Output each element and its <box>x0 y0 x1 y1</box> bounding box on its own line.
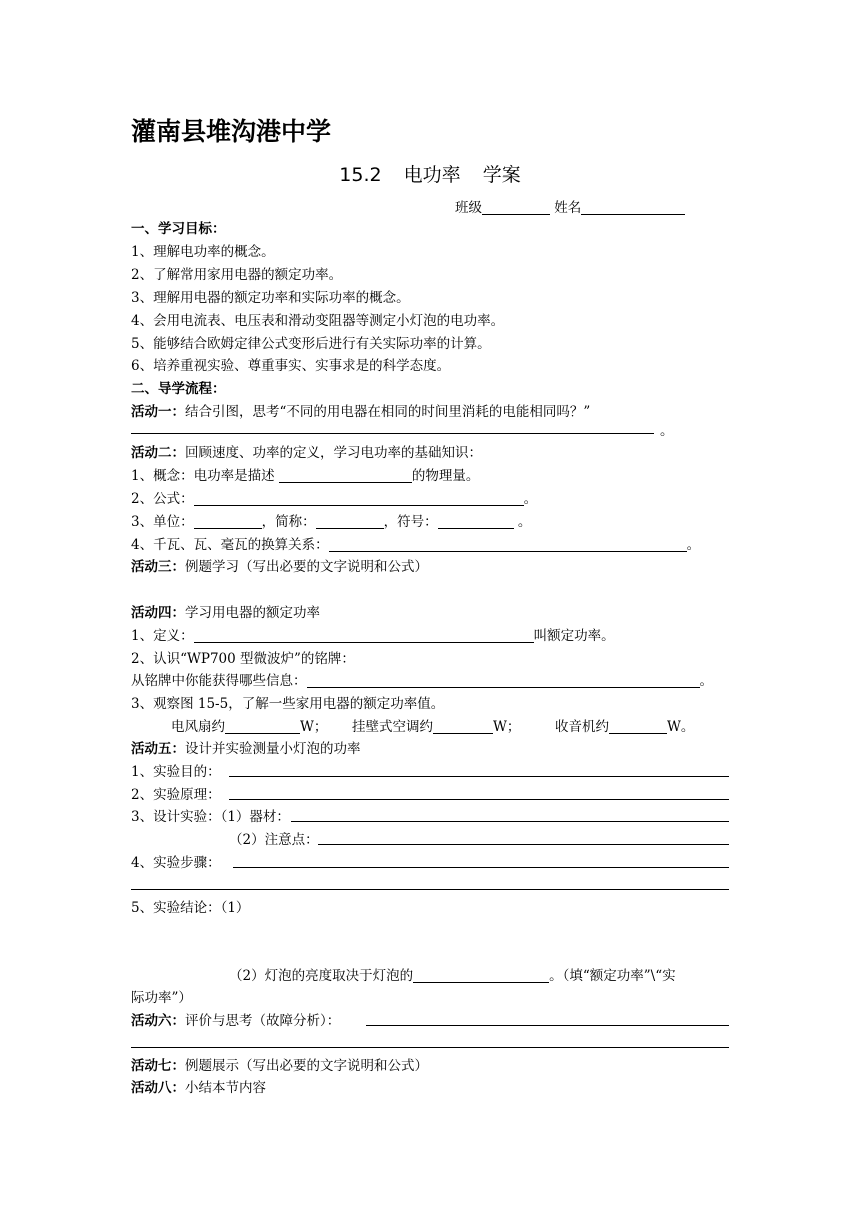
goal-item: 3、理解用电器的额定功率和实际功率的概念。 <box>131 290 410 306</box>
unit-w: W； <box>492 719 521 735</box>
activity-text: 结合引图，思考“不同的用电器在相同的时间里消耗的电能相同吗？” <box>185 404 591 420</box>
symbol-blank[interactable] <box>438 514 514 529</box>
symbol-text: ，符号： <box>383 514 438 530</box>
title-code: 15.2 <box>339 164 382 186</box>
goal-item: 6、培养重视实验、尊重事实、实事求是的科学态度。 <box>131 358 451 374</box>
notice-line[interactable] <box>318 844 729 845</box>
activity-text: 回顾速度、功率的定义，学习电功率的基础知识： <box>185 445 482 461</box>
activity-label: 活动四： <box>131 605 185 621</box>
purpose-label: 1、实验目的： <box>131 764 221 780</box>
nameplate-line: 2、认识“WP700 型微波炉”的铭牌： <box>131 651 355 667</box>
conversion-text: 4、千瓦、瓦、毫瓦的换算关系： <box>131 537 329 553</box>
steps-line[interactable] <box>131 889 729 890</box>
analysis-line[interactable] <box>366 1025 729 1026</box>
activity-4 <box>131 604 320 622</box>
period: 。 <box>660 423 674 439</box>
brightness-blank[interactable] <box>413 968 549 983</box>
nameplate-info-end: 。 <box>699 673 713 689</box>
answer-line[interactable] <box>131 433 654 434</box>
section-flow-heading: 二、导学流程： <box>131 381 226 397</box>
activity-label: 活动一： <box>131 404 185 420</box>
definition-line <box>131 627 615 645</box>
brightness-line <box>229 967 676 985</box>
concept-blank[interactable] <box>279 468 412 483</box>
activity-label: 活动三： <box>131 559 185 575</box>
activity-1 <box>131 403 590 421</box>
ac-label: 挂壁式空调约 <box>351 719 433 735</box>
name-label: 姓名 <box>554 200 582 216</box>
activity-2 <box>131 444 482 462</box>
unit-line <box>131 513 531 531</box>
activity-7 <box>131 1057 428 1075</box>
goal-item: 2、了解常用家用电器的额定功率。 <box>131 267 343 283</box>
activity-6 <box>131 1012 340 1030</box>
nameplate-info-blank[interactable] <box>307 673 700 688</box>
brightness-hint-cont: 际功率”） <box>131 990 192 1006</box>
title-topic: 电功率 <box>403 164 461 186</box>
notice-label: （2）注意点： <box>229 832 319 848</box>
principle-line[interactable] <box>229 799 729 800</box>
activity-3 <box>131 558 428 576</box>
activity-label: 活动二： <box>131 445 185 461</box>
nameplate-info-line <box>131 672 713 690</box>
activity-text: 小结本节内容 <box>185 1080 266 1096</box>
activity-label: 活动五： <box>131 741 185 757</box>
school-name: 灌南县堆沟港中学 <box>131 117 332 146</box>
unit-w: W。 <box>666 719 695 735</box>
activity-text: 评价与思考（故障分析）： <box>185 1013 341 1029</box>
fan-label: 电风扇约 <box>171 719 225 735</box>
formula-end: 。 <box>523 491 538 507</box>
activity-label: 活动六： <box>131 1013 185 1029</box>
steps-label: 4、实验步骤： <box>131 855 221 871</box>
definition-text: 1、定义： <box>131 628 194 644</box>
conversion-blank[interactable] <box>329 537 687 552</box>
activity-label: 活动八： <box>131 1080 185 1096</box>
class-label: 班级 <box>455 200 482 216</box>
unit-text: 3、单位： <box>131 514 194 530</box>
page-title <box>0 160 860 187</box>
nameplate-info-text: 从铭牌中你能获得哪些信息： <box>131 673 307 689</box>
conclusion-label: 5、实验结论：（1） <box>131 900 250 916</box>
formula-text: 2、公式： <box>131 491 194 507</box>
definition-blank[interactable] <box>194 628 534 643</box>
unit-w: W； <box>300 719 328 735</box>
activity-text: 例题展示（写出必要的文字说明和公式） <box>185 1058 428 1074</box>
class-blank[interactable] <box>482 200 550 215</box>
concept-text: 1、概念：电功率是描述 <box>131 468 275 484</box>
activity-text: 设计并实验测量小灯泡的功率 <box>185 741 361 757</box>
unit-blank[interactable] <box>194 514 262 529</box>
brightness-text: （2）灯泡的亮度取决于灯泡的 <box>229 968 414 984</box>
activity-label: 活动七： <box>131 1058 185 1074</box>
name-blank[interactable] <box>581 200 685 215</box>
definition-end: 叫额定功率。 <box>533 628 615 644</box>
abbr-text: ，简称： <box>261 514 316 530</box>
analysis-line[interactable] <box>131 1047 729 1048</box>
goal-item: 4、会用电流表、电压表和滑动变阻器等测定小灯泡的电功率。 <box>131 313 505 329</box>
title-kind: 学案 <box>482 164 521 186</box>
activity-8 <box>131 1079 266 1097</box>
section-goals-heading: 一、学习目标： <box>131 221 226 237</box>
ac-blank[interactable] <box>433 719 493 734</box>
radio-label: 收音机约 <box>554 719 609 735</box>
radio-blank[interactable] <box>609 719 667 734</box>
conversion-end: 。 <box>686 537 701 553</box>
unit-end: 。 <box>517 514 532 530</box>
appliance-line <box>171 718 694 736</box>
concept-line <box>131 467 479 485</box>
goal-item: 1、理解电功率的概念。 <box>131 244 275 260</box>
purpose-line[interactable] <box>229 776 729 777</box>
formula-line <box>131 490 537 508</box>
equipment-label: 3、设计实验：（1）器材： <box>131 809 290 825</box>
conversion-line <box>131 536 700 554</box>
activity-5 <box>131 740 361 758</box>
fan-blank[interactable] <box>225 719 300 734</box>
steps-line[interactable] <box>233 867 729 868</box>
activity-text: 学习用电器的额定功率 <box>185 605 320 621</box>
concept-end: 的物理量。 <box>411 468 480 484</box>
abbr-blank[interactable] <box>316 514 384 529</box>
equipment-line[interactable] <box>291 821 729 822</box>
observe-line: 3、观察图 15-5，了解一些家用电器的额定功率值。 <box>131 696 445 712</box>
brightness-hint: 。（填“额定功率”\“实 <box>549 968 676 984</box>
goal-item: 5、能够结合欧姆定律公式变形后进行有关实际功率的计算。 <box>131 336 491 352</box>
formula-blank[interactable] <box>194 491 524 506</box>
class-name-line <box>455 199 685 217</box>
principle-label: 2、实验原理： <box>131 787 221 803</box>
activity-text: 例题学习（写出必要的文字说明和公式） <box>185 559 428 575</box>
